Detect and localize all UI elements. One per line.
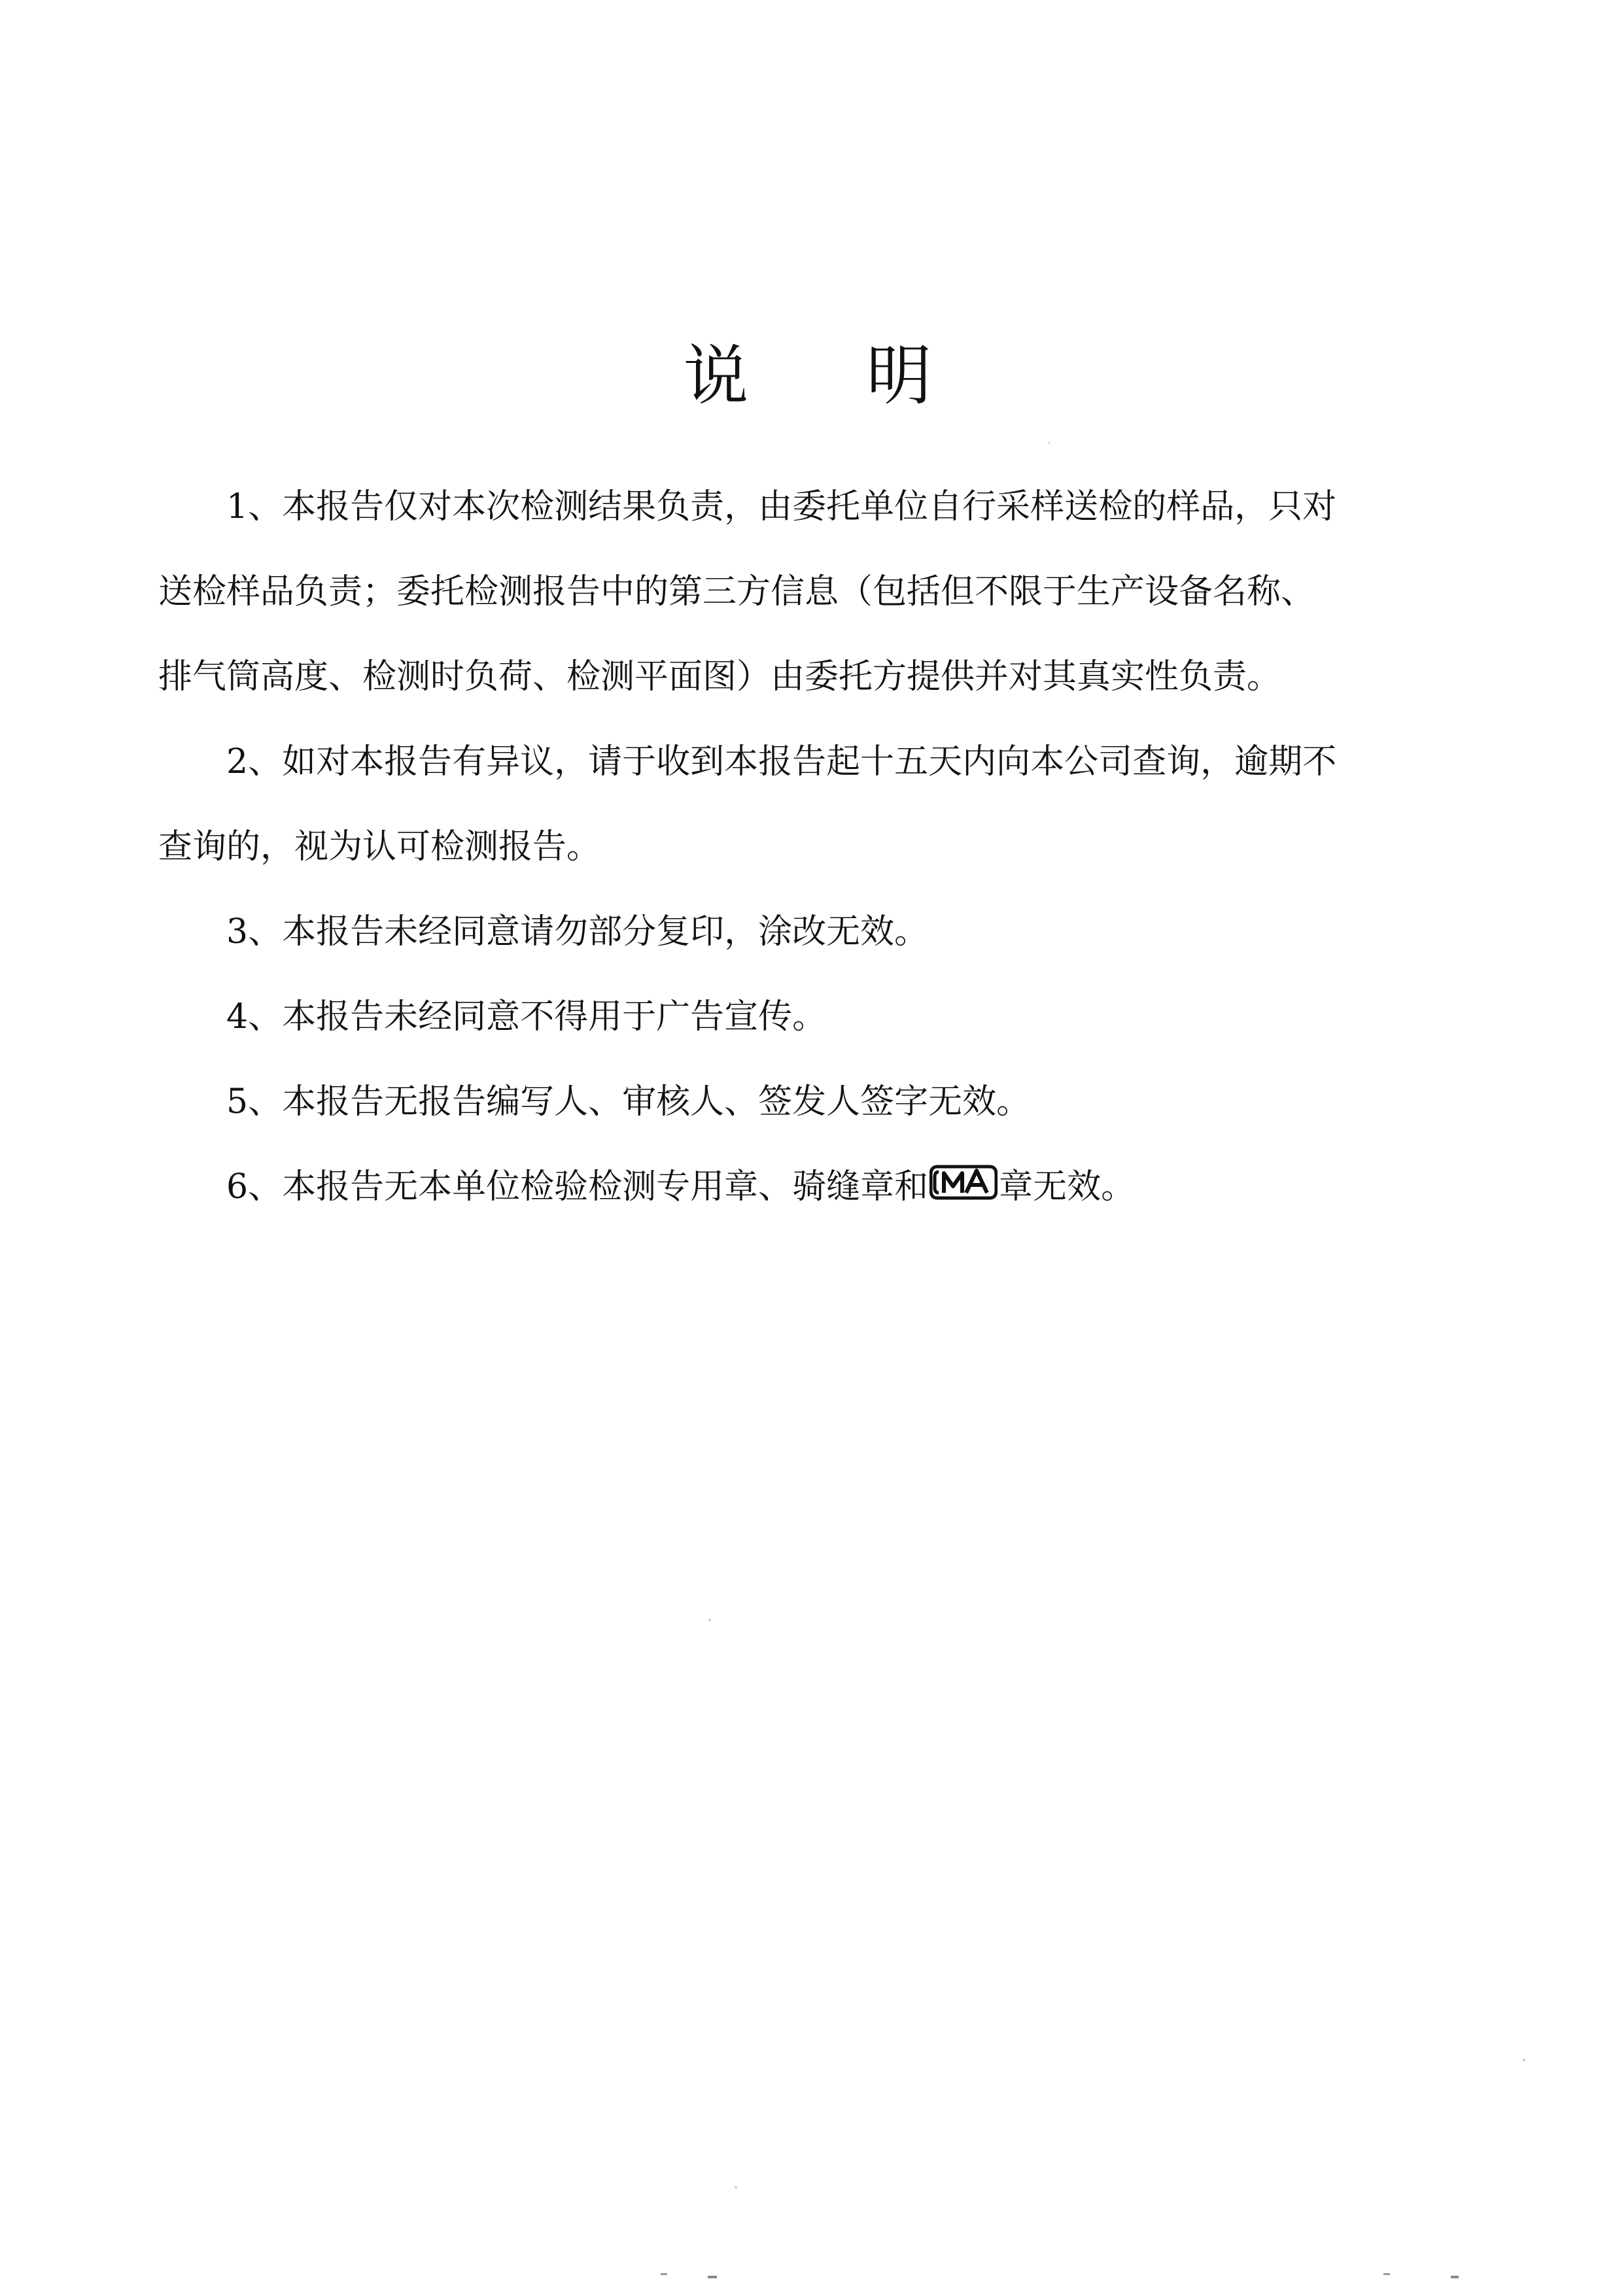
cma-mark-icon: [929, 1163, 998, 1202]
note-line: 4、本报告未经同意不得用于广告宣传。: [226, 997, 827, 1037]
note-text-before-mark: 6、本报告无本单位检验检测专用章、骑缝章和: [226, 1167, 929, 1207]
note-line: 3、本报告未经同意请勿部分复印，涂改无效。: [226, 912, 929, 951]
note-line: 查询的，视为认可检测报告。: [158, 827, 601, 866]
note-line: 送检样品负责；委托检测报告中的第三方信息（包括但不限于生产设备名称、: [158, 572, 1315, 611]
note-line: 1、本报告仅对本次检测结果负责，由委托单位自行采样送检的样品，只对: [226, 487, 1337, 526]
note-line: 排气筒高度、检测时负荷、检测平面图）由委托方提供并对其真实性负责。: [158, 657, 1281, 696]
note-line: [158, 1144, 1460, 1229]
note-text-after-mark: 章无效。: [999, 1167, 1136, 1207]
title-char-2: 明: [866, 337, 932, 414]
note-item-3: [158, 889, 1460, 974]
note-item-2: [158, 719, 1460, 889]
note-item-5: [158, 1059, 1460, 1144]
note-item-4: [158, 974, 1460, 1059]
note-item-1: [158, 464, 1460, 719]
note-line: 2、如对本报告有异议，请于收到本报告起十五天内向本公司查询，逾期不: [226, 742, 1337, 781]
note-line: 5、本报告无报告编写人、审核人、签发人签字无效。: [226, 1082, 1031, 1122]
title-char-1: 说: [683, 337, 749, 414]
page-title: [0, 330, 1615, 422]
note-item-6: [158, 1144, 1460, 1229]
notes-list: [158, 464, 1460, 1229]
